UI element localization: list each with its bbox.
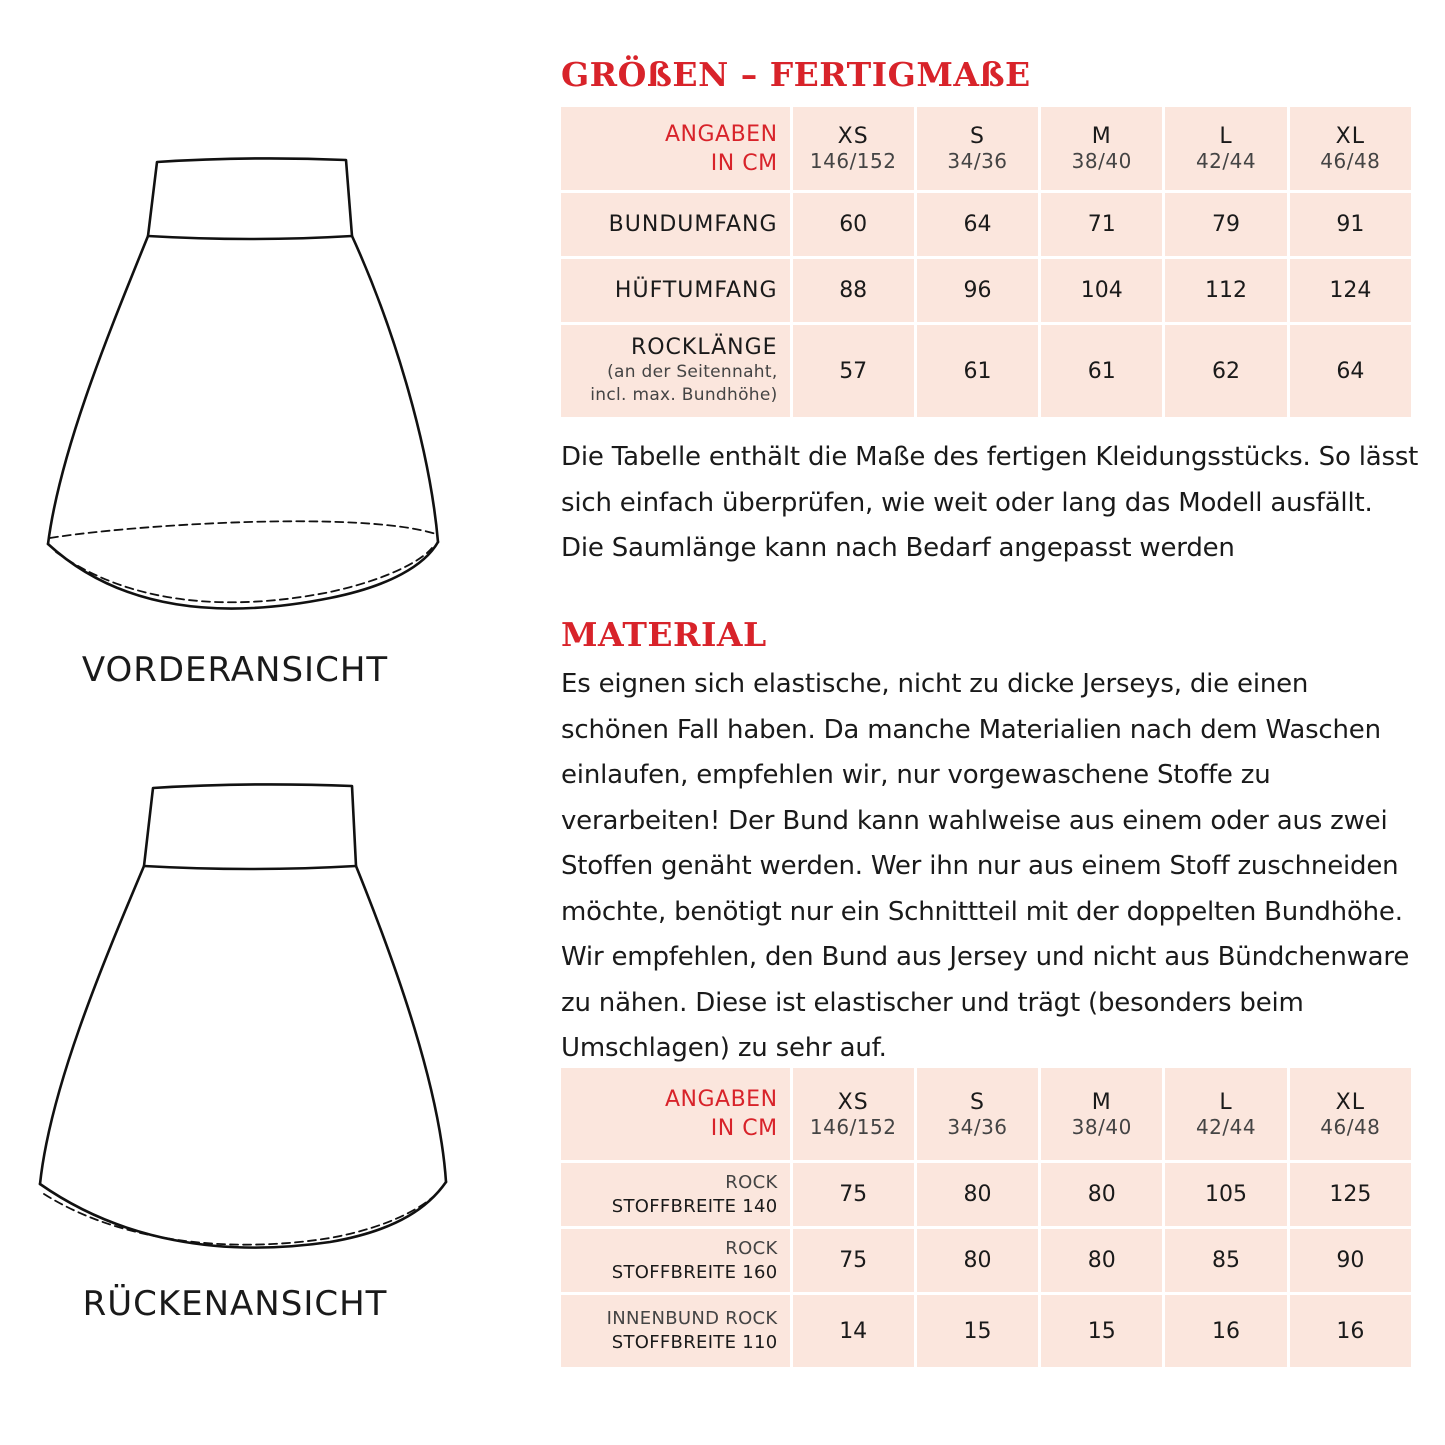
back-view-illustration [0, 780, 480, 1260]
table-cell: 62 [1165, 325, 1286, 417]
table-cell: 75 [793, 1229, 914, 1292]
row-label-note: (an der Seitennaht, [607, 362, 778, 382]
size-header-s [917, 107, 1038, 190]
table-row [561, 259, 1411, 322]
table-cell: 75 [793, 1163, 914, 1226]
size-sub: 38/40 [1071, 149, 1132, 173]
size-sub: 46/48 [1320, 149, 1381, 173]
table-cell: 104 [1041, 259, 1162, 322]
table-row [561, 1163, 1411, 1226]
size-name: S [969, 1089, 985, 1115]
row-label-hueftumfang: HÜFTUMFANG [561, 259, 790, 322]
sizes-description: Die Tabelle enthält die Maße des fertigen Kleidungsstücks. So lässt sich einfach überprüfen, wie weit oder lang das Modell ausfällt. Die Saumlänge kann nach Bedarf angepasst werden [561, 442, 1419, 563]
size-name: L [1219, 1089, 1233, 1115]
row-label-top: ROCK [725, 1171, 778, 1193]
table-row [561, 193, 1411, 256]
size-name: S [969, 124, 985, 149]
fabric-requirements-table [558, 1065, 1414, 1370]
size-sub: 42/44 [1195, 1114, 1257, 1139]
table-cell: 61 [1041, 325, 1162, 417]
table-cell: 64 [917, 193, 1038, 256]
material-heading: MATERIAL [561, 615, 767, 654]
table-header-row [561, 107, 1411, 190]
size-name: XL [1335, 124, 1365, 149]
table-cell: 125 [1290, 1163, 1411, 1226]
size-header-xs [793, 1068, 914, 1160]
table-cell: 15 [917, 1295, 1038, 1367]
table-cell: 105 [1165, 1163, 1286, 1226]
table-cell: 80 [1041, 1229, 1162, 1292]
units-label-line1: ANGABEN [664, 1087, 778, 1112]
size-sub: 34/36 [947, 1114, 1008, 1139]
table-cell: 96 [917, 259, 1038, 322]
units-label-line2: IN CM [710, 1116, 778, 1141]
table-cell: 91 [1290, 193, 1411, 256]
table-cell: 124 [1290, 259, 1411, 322]
row-label-rocklaenge [561, 325, 790, 417]
units-label-line1: ANGABEN [664, 121, 778, 147]
table-cell: 16 [1290, 1295, 1411, 1367]
size-sub: 34/36 [947, 149, 1008, 173]
table-cell: 71 [1041, 193, 1162, 256]
units-header-cell [561, 1068, 790, 1160]
row-label-rock-140 [561, 1163, 790, 1226]
front-view-caption: VORDERANSICHT [81, 650, 389, 690]
size-header-xl [1290, 1068, 1411, 1160]
size-header-l [1165, 1068, 1286, 1160]
size-sub: 146/152 [809, 1114, 897, 1139]
material-description: Es eignen sich elastische, nicht zu dicke Jerseys, die einen schönen Fall haben. Da manche Materialien nach dem Waschen einlaufen, empfehlen wir, nur vorgewaschene Stoffe zu verarbeiten! Der Bund kann wahlweise aus einem oder aus zwei Stoffen genäht werden. Wer ihn nur aus einem Stoff zuschneiden möchte, benötigt nur ein Schnittteil mit der doppelten Bundhöhe. Wir empfehlen, den Bund aus Jersey und nicht aus Bündchenware zu nähen. Diese ist elastischer und trägt (besonders beim Umschlagen) zu sehr auf. [561, 669, 1410, 1063]
back-view-caption: RÜCKENANSICHT [82, 1284, 388, 1324]
size-name: M [1091, 1089, 1112, 1115]
row-label-top: INNENBUND ROCK [606, 1308, 778, 1329]
table-row [561, 1295, 1411, 1367]
size-sub: 46/48 [1320, 1114, 1381, 1139]
units-label-line2: IN CM [710, 150, 778, 176]
table-row [561, 1229, 1411, 1292]
table-cell: 61 [917, 325, 1038, 417]
table-cell: 16 [1165, 1295, 1286, 1367]
size-sub: 38/40 [1071, 1114, 1132, 1139]
row-label-rock-160 [561, 1229, 790, 1292]
size-sub: 146/152 [809, 149, 897, 173]
size-header-xs [793, 107, 914, 190]
table-cell: 79 [1165, 193, 1286, 256]
size-header-l [1165, 107, 1286, 190]
size-name: XS [837, 1089, 869, 1115]
table-cell: 90 [1290, 1229, 1411, 1292]
units-header-cell [561, 107, 790, 190]
row-label-innenbund [561, 1295, 790, 1367]
table-cell: 57 [793, 325, 914, 417]
size-header-m [1041, 1068, 1162, 1160]
size-name: L [1219, 124, 1233, 149]
row-label-main: ROCKLÄNGE [630, 335, 778, 360]
row-label-top: ROCK [725, 1237, 778, 1259]
table-cell: 112 [1165, 259, 1286, 322]
size-name: XL [1335, 1089, 1365, 1115]
table-cell: 80 [917, 1229, 1038, 1292]
size-sub: 42/44 [1195, 149, 1257, 173]
table-cell: 14 [793, 1295, 914, 1367]
table-header-row [561, 1068, 1411, 1160]
row-label-note: incl. max. Bundhöhe) [590, 385, 778, 405]
table-cell: 85 [1165, 1229, 1286, 1292]
size-name: XS [837, 124, 869, 149]
table-cell: 88 [793, 259, 914, 322]
size-name: M [1091, 124, 1112, 149]
row-label-bottom: STOFFBREITE 110 [611, 1332, 778, 1353]
table-cell: 80 [917, 1163, 1038, 1226]
size-header-s [917, 1068, 1038, 1160]
size-header-m [1041, 107, 1162, 190]
table-cell: 64 [1290, 325, 1411, 417]
sizes-heading: GRÖßEN – FERTIGMAßE [561, 55, 1031, 94]
front-view-illustration [0, 150, 480, 620]
table-row [561, 325, 1411, 417]
table-cell: 80 [1041, 1163, 1162, 1226]
size-header-xl [1290, 107, 1411, 190]
row-label-bundumfang: BUNDUMFANG [561, 193, 790, 256]
row-label-bottom: STOFFBREITE 140 [611, 1195, 778, 1217]
finished-sizes-table [558, 104, 1414, 420]
row-label-bottom: STOFFBREITE 160 [611, 1261, 778, 1283]
table-cell: 60 [793, 193, 914, 256]
table-cell: 15 [1041, 1295, 1162, 1367]
